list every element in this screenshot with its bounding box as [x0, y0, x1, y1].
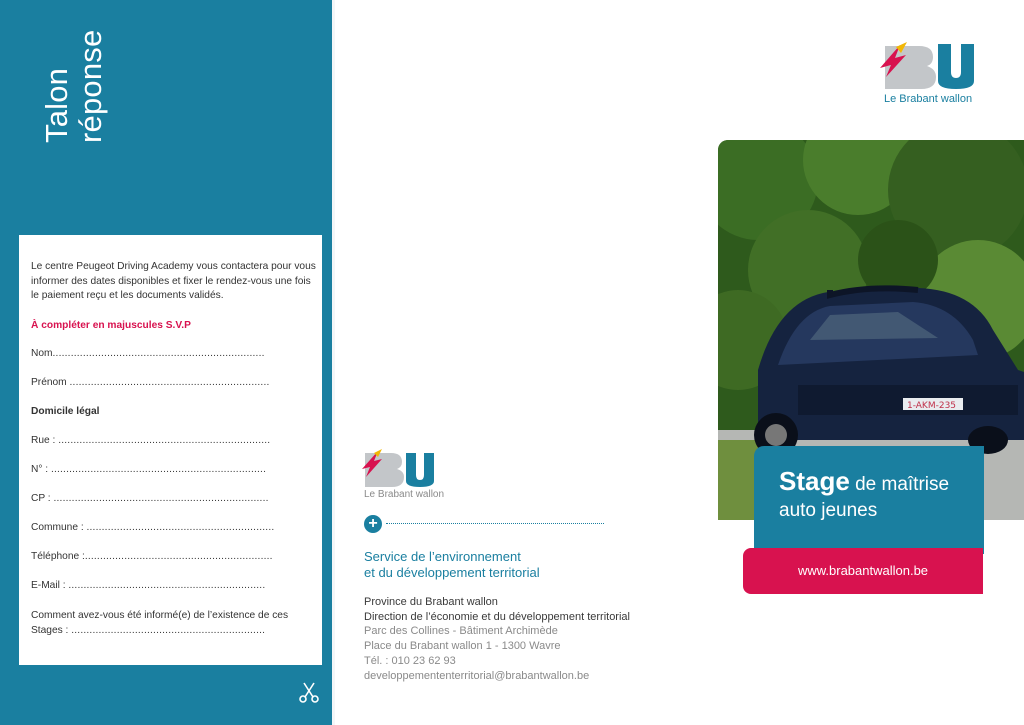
top-logo-label: Le Brabant wallon	[884, 93, 973, 105]
service-title-line2: et du développement territorial	[364, 564, 540, 580]
field-telephone[interactable]: Téléphone :..............................................................	[31, 551, 273, 562]
field-commune-label: Commune :	[31, 522, 84, 533]
field-prenom-label: Prénom	[31, 377, 67, 388]
field-email[interactable]: E-Mail : .................................................................	[31, 580, 266, 591]
field-nom-label: Nom	[31, 348, 53, 359]
service-title	[364, 549, 624, 580]
talon-title-line1: Talon	[39, 67, 74, 143]
field-nom[interactable]: Nom......................................................................	[31, 348, 265, 359]
field-prenom[interactable]: Prénom ..................................................................	[31, 377, 270, 388]
field-numero[interactable]: N° : .......................................................................	[31, 464, 267, 475]
service-title-line1: Service de l’environnement	[364, 549, 521, 564]
field-rue-label: Rue :	[31, 435, 56, 446]
title-line2: auto jeunes	[779, 500, 878, 521]
mid-logo-label: Le Brabant wallon	[364, 489, 445, 500]
title-box	[754, 446, 984, 554]
address-email[interactable]: developpemententerritorial@brabantwallon.be	[364, 669, 590, 682]
field-comment-question: Comment avez-vous été informé(e) de l’existence de ces	[31, 610, 289, 621]
field-commune[interactable]: Commune : ..............................................................	[31, 522, 275, 533]
instruction-text: À compléter en majuscules S.V.P	[31, 320, 191, 331]
field-cp-label: CP :	[31, 493, 51, 504]
field-stages-label: Stages :	[31, 625, 69, 636]
address-line3: Parc des Collines - Bâtiment Archimède	[364, 625, 558, 638]
field-email-label: E-Mail :	[31, 580, 66, 591]
brabant-wallon-logo-top	[878, 40, 984, 90]
address-block	[364, 595, 684, 683]
website-link[interactable]: www.brabantwallon.be	[797, 563, 929, 578]
address-line4: Place du Brabant wallon 1 - 1300 Wavre	[364, 640, 561, 653]
reply-form-card	[19, 235, 322, 665]
brabant-wallon-logo	[360, 447, 442, 487]
address-line2: Direction de l’économie et du développement territorial	[364, 610, 630, 623]
field-numero-label: N° :	[31, 464, 49, 475]
dotted-divider	[386, 523, 604, 524]
talon-title-line2: réponse	[73, 29, 108, 143]
scissors-icon	[296, 680, 322, 706]
intro-text: Le centre Peugeot Driving Academy vous contactera pour vous informer des dates disponibles et fixer le rendez-vous une fois le paiement reçu et les documents validés.	[31, 261, 316, 302]
field-stages[interactable]: Stages : ................................................................	[31, 625, 266, 636]
field-telephone-label: Téléphone :	[31, 551, 85, 562]
field-rue[interactable]: Rue : ......................................................................	[31, 435, 271, 446]
address-line1: Province du Brabant wallon	[364, 596, 498, 608]
license-plate: 1-AKM-235	[907, 401, 957, 411]
plus-icon: +	[364, 515, 382, 533]
title-strong: Stage	[779, 466, 850, 496]
title-rest: de maîtrise	[849, 474, 950, 495]
panel-edge	[332, 0, 335, 725]
field-cp[interactable]: CP : .......................................................................	[31, 493, 269, 504]
address-phone: Tél. : 010 23 62 93	[364, 654, 456, 667]
website-banner[interactable]	[743, 548, 983, 594]
domicile-heading: Domicile légal	[31, 406, 100, 417]
talon-title	[39, 29, 110, 158]
